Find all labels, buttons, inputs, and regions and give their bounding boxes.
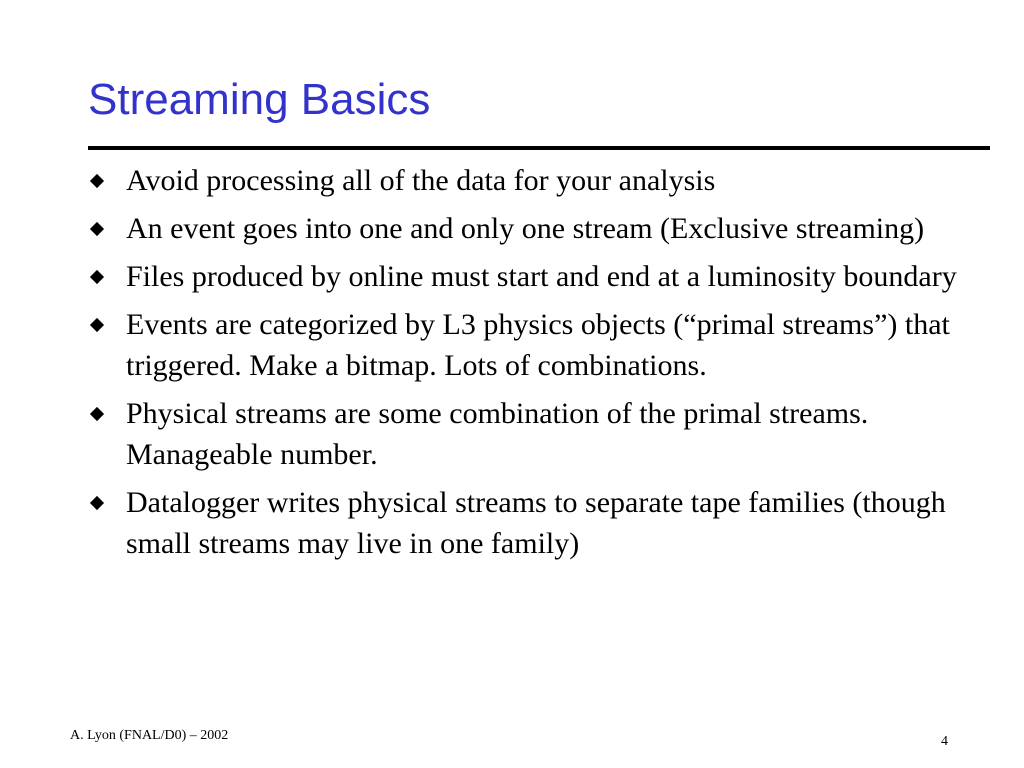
diamond-bullet-icon [90, 318, 104, 332]
diamond-bullet-icon [90, 222, 104, 236]
bullet-text: Avoid processing all of the data for your analysis [126, 164, 716, 197]
footer-author: A. Lyon (FNAL/D0) – 2002 [70, 728, 229, 743]
bullet-item [88, 208, 968, 249]
bullet-text: Datalogger writes physical streams to separate tape families (though small streams may live in one family) [126, 486, 946, 560]
bullet-list [88, 160, 968, 571]
diamond-bullet-icon [90, 174, 104, 188]
title-divider [88, 146, 990, 150]
bullet-text: Files produced by online must start and end at a luminosity boundary [126, 260, 957, 293]
bullet-text: An event goes into one and only one stream (Exclusive streaming) [126, 212, 925, 245]
diamond-bullet-icon [90, 270, 104, 284]
bullet-text: Physical streams are some combination of the primal streams. Manageable number. [126, 397, 869, 471]
bullet-item [88, 393, 968, 475]
slide-title: Streaming Basics [88, 75, 431, 124]
bullet-item [88, 482, 968, 564]
bullet-item [88, 304, 968, 386]
bullet-item [88, 160, 968, 201]
bullet-item [88, 256, 968, 297]
diamond-bullet-icon [90, 407, 104, 421]
page-number: 4 [941, 734, 948, 749]
diamond-bullet-icon [90, 496, 104, 510]
bullet-text: Events are categorized by L3 physics objects (“primal streams”) that triggered. Make a bitmap. Lots of combinations. [126, 308, 950, 382]
